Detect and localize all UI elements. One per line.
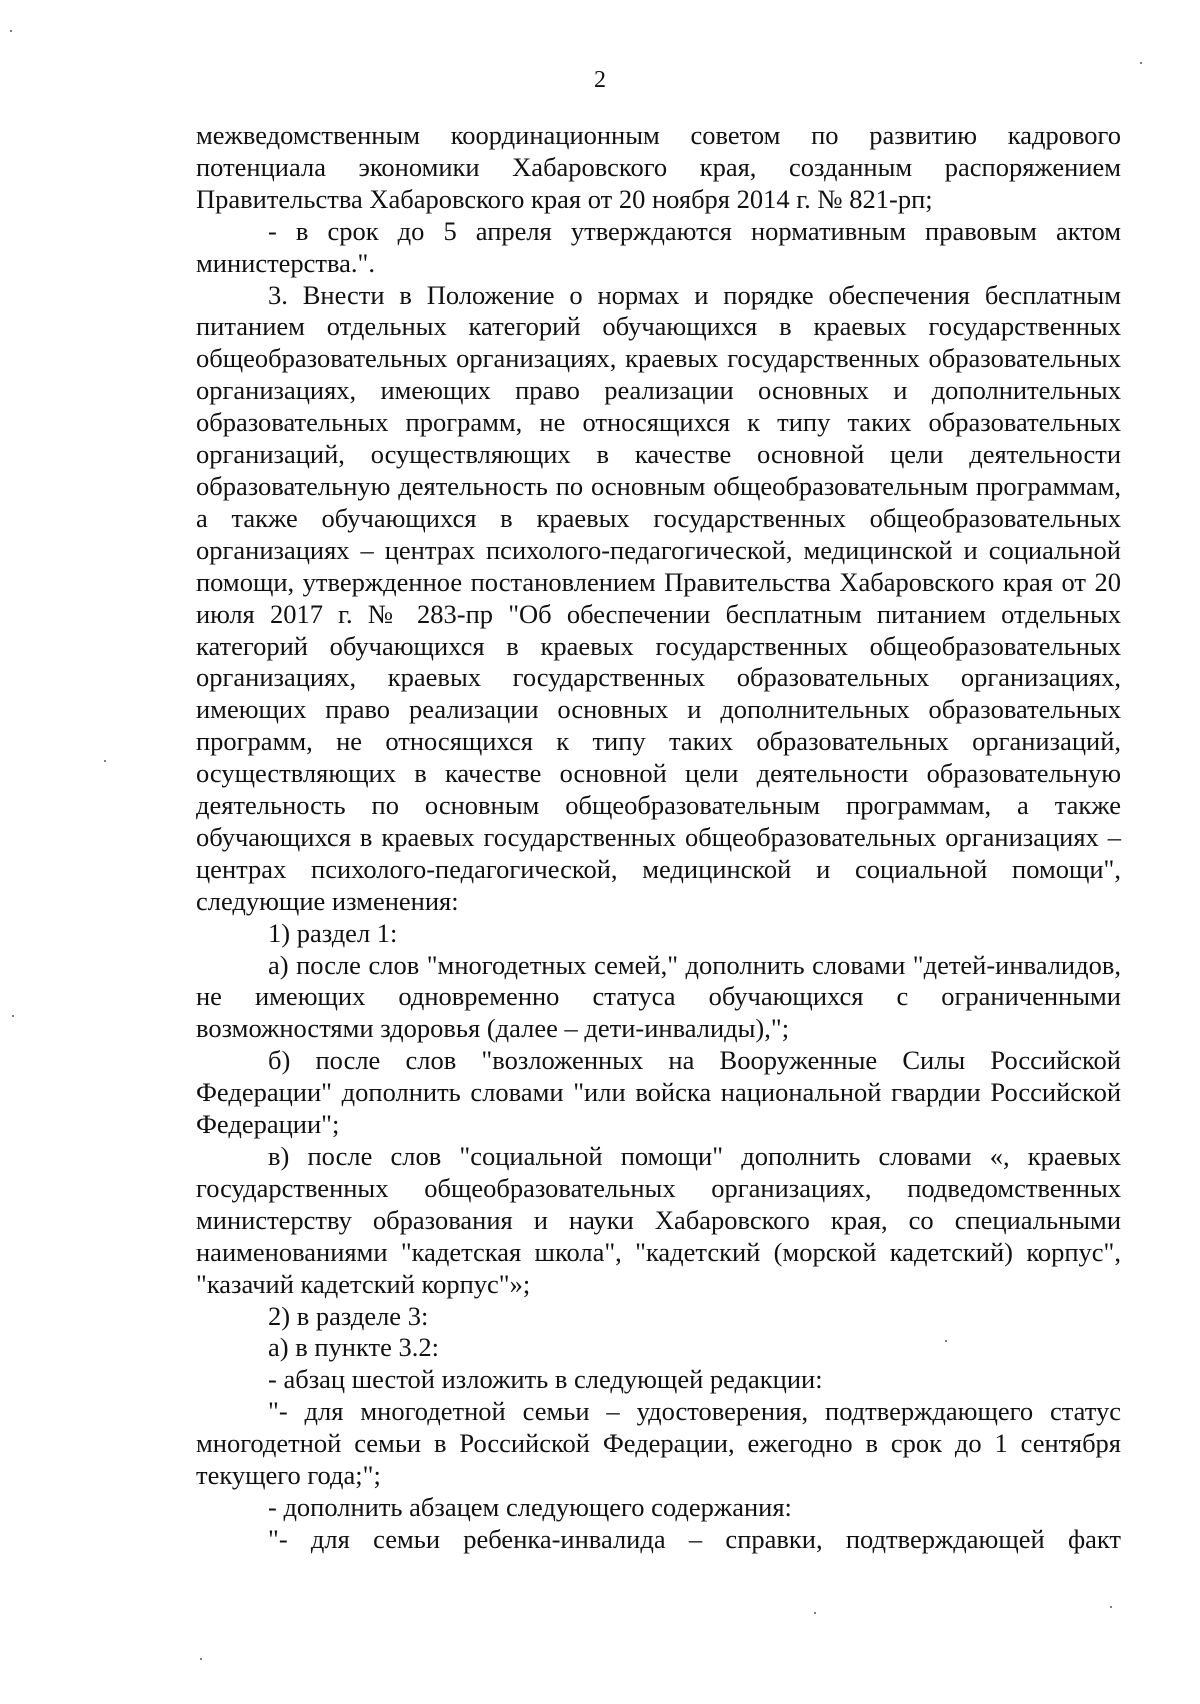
paragraph-item-3: 3. Внести в Положение о нормах и порядке обеспечения бесплатным питанием отдельных категорий обучающихся в краевых государственных общеобразовательных организациях, краевых государственных образовательных организациях, имеющих право реализации основных и дополнительных образовательных программ, не относящихся к типу таких образовательных организаций, осуществляющих в качестве основной цели деятельности образовательную деятельность по основным общеобразовательным программам, а также обучающихся в краевых государственных общеобразовательных организациях – центрах психолого-педагогической, медицинской и социальной помощи, утвержденное постановлением Правительства Хабаровского края от 20 июля 2017 г. № 283-пр "Об обеспечении бесплатным питанием отдельных категорий обучающихся в краевых государственных общеобразовательных организациях, краевых государственных образовательных организациях, имеющих право реализации основных и дополнительных образовательных программ, не относящихся к типу таких образовательных организаций, осуществляющих в качестве основной цели деятельности образовательную деятельность по основным общеобразовательным программам, а также обучающихся в краевых государственных общеобразовательных организациях – центрах психолого-педагогической, медицинской и социальной помощи", следующие изменения: [196,279,1121,916]
scan-speck [10,30,12,32]
paragraph-continuation: межведомственным координационным советом по развитию кадрового потенциала экономики Хабаровского края, созданным распоряжением Правительства Хабаровского края от 20 ноября 2014 г. № 821-рп; [196,120,1121,214]
paragraph-section-1: 1) раздел 1: [268,917,398,948]
scan-speck [104,760,106,762]
scan-speck [1140,62,1142,64]
paragraph-subitem-a: а) после слов "многодетных семей," дополнить словами "детей-инвалидов, не имеющих одновременно статуса обучающихся с ограниченными возможностями здоровья (далее – дети-инвалиды),"; [196,949,1121,1044]
paragraph-disabled-child: "- для семьи ребенка-инвалида – справки, подтверждающей факт [268,1523,1121,1554]
paragraph-large-family: "- для многодетной семьи – удостоверения, подтверждающего статус многодетной семьи в Российской Федерации, ежегодно в срок до 1 сентября текущего года;"; [196,1396,1121,1491]
paragraph-subitem-b: б) после слов "возложенных на Вооруженные Силы Российской Федерации" дополнить словами "или войска национальной гвардии Российской Федерации"; [196,1045,1121,1140]
scan-speck [200,1658,202,1660]
scan-speck [945,1340,947,1342]
paragraph-add-abzac: - дополнить абзацем следующего содержания: [268,1491,792,1522]
paragraph-subitem-v: в) после слов "социальной помощи" дополнить словами «, краевых государственных общеобразовательных организациях, подведомственных министерству образования и науки Хабаровского края, со специальными наименованиями "кадетская школа", "кадетский (морской кадетский) корпус", "казачий кадетский корпус"»; [196,1141,1121,1299]
paragraph-section-3: 2) в разделе 3: [268,1300,429,1331]
scan-speck [12,1015,14,1017]
paragraph-point-3-2: а) в пункте 3.2: [268,1332,439,1363]
scan-speck [1110,1606,1112,1608]
page-number: 2 [594,67,606,93]
document-body [196,120,1121,1556]
paragraph-sixth-abzac: - абзац шестой изложить в следующей редакции: [268,1364,823,1395]
scan-speck [814,1612,816,1614]
paragraph-deadline: - в срок до 5 апреля утверждаются нормативным правовым актом министерства.". [196,215,1121,278]
